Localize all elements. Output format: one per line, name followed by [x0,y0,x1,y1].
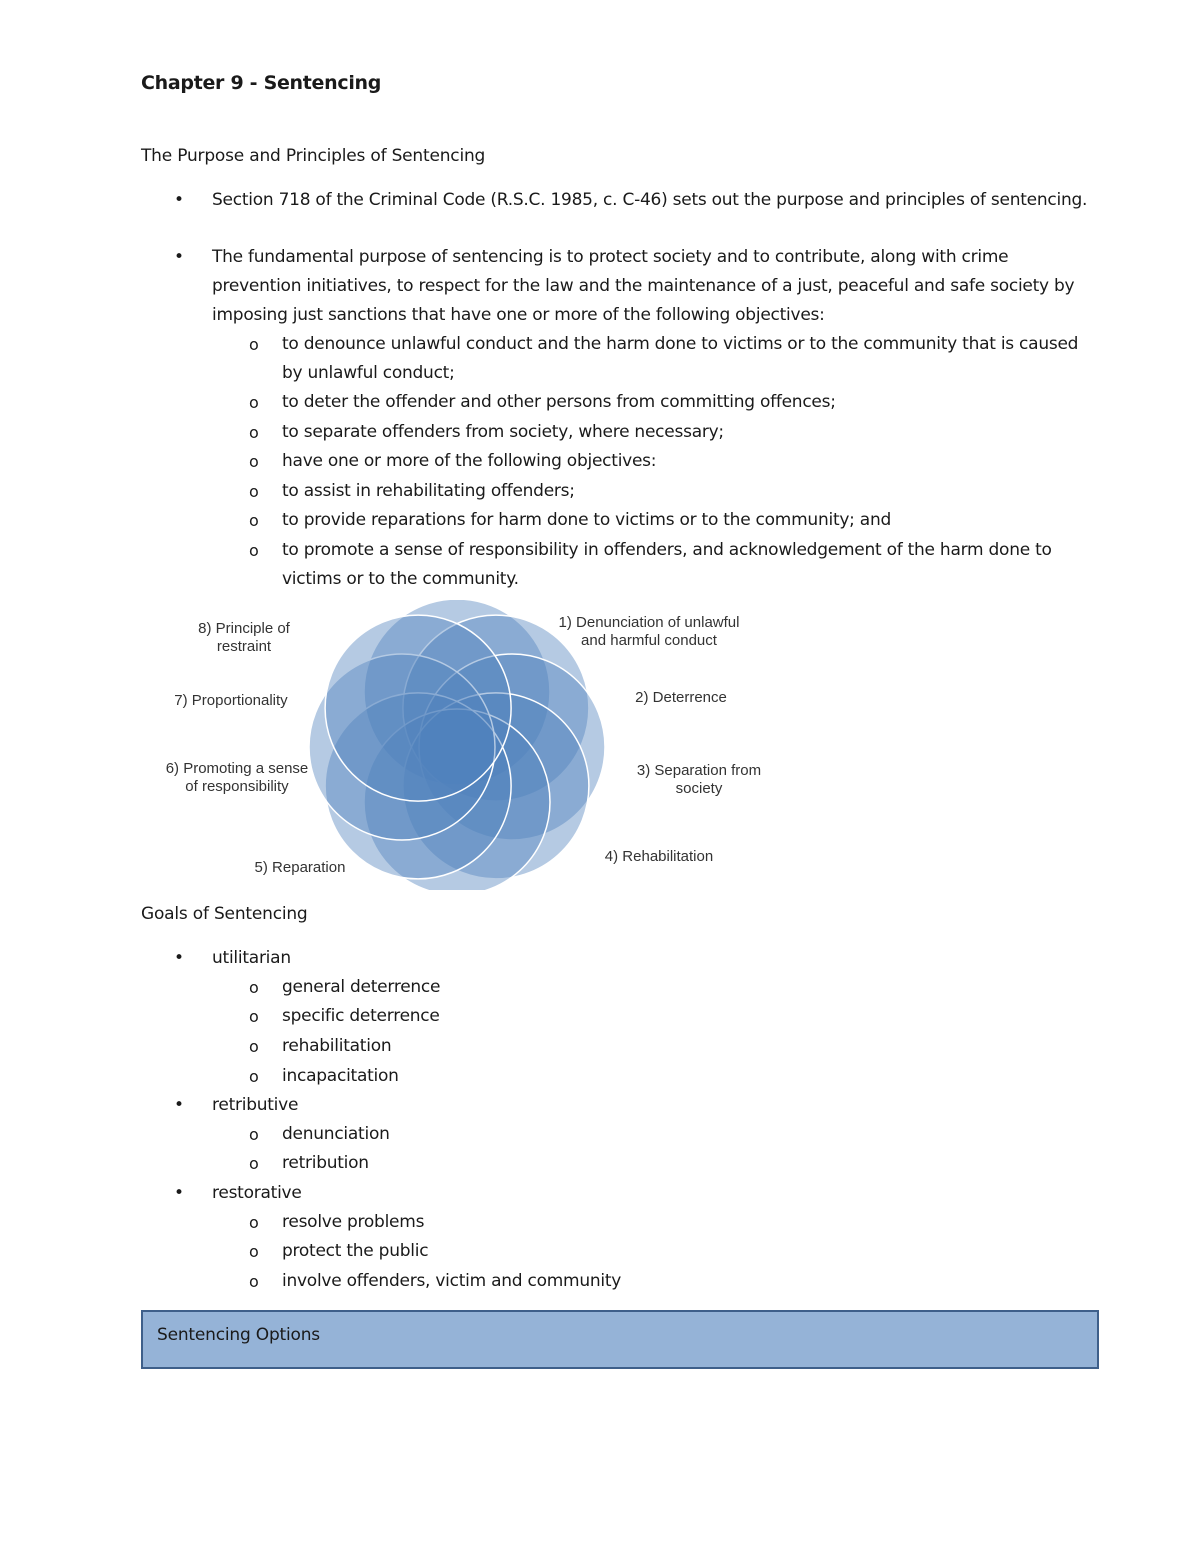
goal-item-text: denunciation [282,1124,390,1144]
sub-bullet-icon: o [249,423,259,442]
sub-bullet-icon: o [249,1037,259,1056]
sentencing-principles-diagram [141,600,821,890]
goal-item-text: incapacitation [282,1066,399,1086]
sub-bullet-icon: o [249,1242,259,1261]
goal-item-text: involve offenders, victim and community [282,1271,622,1291]
sub-bullet-icon: o [249,1067,259,1086]
sub-bullet-icon: o [249,482,259,501]
objective-text: to promote a sense of responsibility in offenders, and acknowledgement of the harm done to victims or to the community. [282,540,1052,589]
bullet-icon: • [174,1095,185,1115]
goal-item-text: rehabilitation [282,1036,392,1056]
goal-item-text: protect the public [282,1241,429,1261]
principle-label: 4) Rehabilitation [604,848,714,865]
principle-label: 1) Denunciation of unlawful and harmful conduct [558,614,740,649]
bullet-icon: • [174,190,185,210]
goal-item-text: general deterrence [282,977,441,997]
objective-text: to deter the offender and other persons from committing offences; [282,392,836,412]
goal-item-text: retribution [282,1153,369,1173]
bullet-text: The fundamental purpose of sentencing is to protect society and to contribute, along with crime prevention initiatives, to respect for the law and the maintenance of a just, peaceful and safe society by imposing just sanctions that have one or more of the following objectives: [212,247,1075,325]
principle-label: 7) Proportionality [174,692,288,709]
principle-label: 5) Reparation [254,859,346,876]
sub-bullet-icon: o [249,541,259,560]
goals-heading: Goals of Sentencing [141,904,308,924]
goal-item-text: resolve problems [282,1212,425,1232]
purpose-heading: The Purpose and Principles of Sentencing [141,146,486,166]
objective-text: to assist in rehabilitating offenders; [282,481,575,501]
goal-label: restorative [212,1183,302,1203]
sub-bullet-icon: o [249,1154,259,1173]
bullet-text: Section 718 of the Criminal Code (R.S.C. 1985, c. C-46) sets out the purpose and principles of sentencing. [212,190,1088,210]
sentencing-options-heading: Sentencing Options [157,1325,320,1345]
goal-label: utilitarian [212,948,291,968]
principle-circle [325,615,511,801]
sentencing-options-box [141,1310,1099,1369]
bullet-icon: • [174,247,185,267]
objective-text: to provide reparations for harm done to victims or to the community; and [282,510,892,530]
principle-label: 3) Separation from society [636,762,762,797]
goal-label: retributive [212,1095,299,1115]
sub-bullet-icon: o [249,1272,259,1291]
goal-item-text: specific deterrence [282,1006,440,1026]
principle-label: 6) Promoting a sense of responsibility [165,760,309,795]
principle-label: 2) Deterrence [635,689,727,706]
sub-bullet-icon: o [249,335,259,354]
overlapping-circles [309,600,605,890]
sub-bullet-icon: o [249,511,259,530]
objective-text: to denounce unlawful conduct and the harm done to victims or to the community that is caused by unlawful conduct; [282,334,1079,383]
sub-bullet-icon: o [249,1007,259,1026]
bullet-icon: • [174,1183,185,1203]
chapter-title: Chapter 9 - Sentencing [141,72,382,94]
objective-text: to separate offenders from society, where necessary; [282,422,724,442]
objective-text: have one or more of the following objectives: [282,451,657,471]
sub-bullet-icon: o [249,978,259,997]
sub-bullet-icon: o [249,452,259,471]
principle-label: 8) Principle of restraint [198,620,290,655]
sub-bullet-icon: o [249,393,259,412]
sub-bullet-icon: o [249,1213,259,1232]
sub-bullet-icon: o [249,1125,259,1144]
bullet-icon: • [174,948,185,968]
